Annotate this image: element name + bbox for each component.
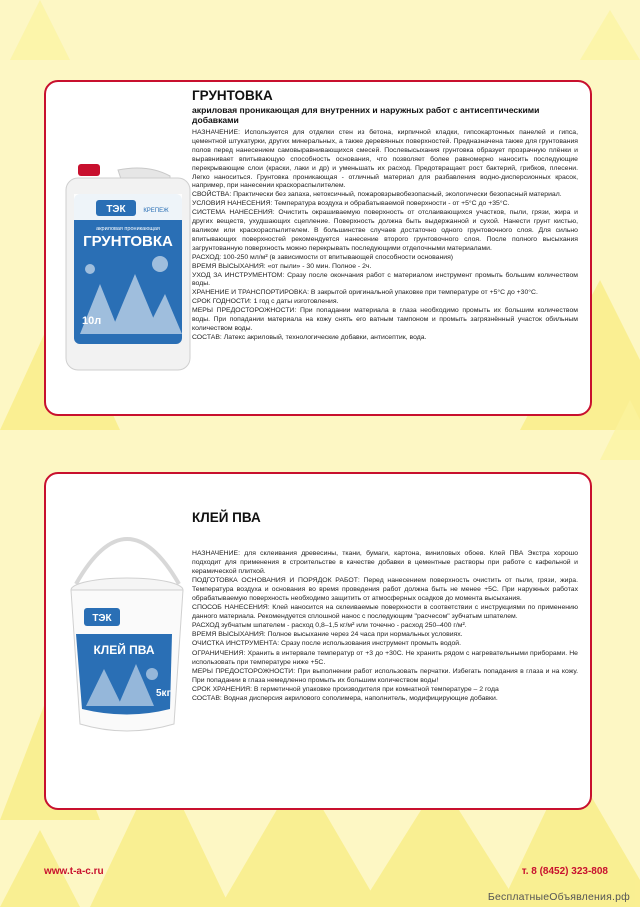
glue-consumption: РАСХОД зубчатым шпателем - расход 0,8–1,5 кг/м² или точечно - расход 250–400 г/м². — [192, 622, 467, 630]
glue-title: КЛЕЙ ПВА — [192, 510, 261, 525]
glue-bucket-image — [60, 524, 195, 744]
glue-tool-cleaning: ОЧИСТКА ИНСТРУМЕНТА: Сразу после использования инструмент промыть водой. — [192, 640, 461, 648]
glue-label-weight: 5кг — [156, 688, 171, 699]
primer-drying: ВРЕМЯ ВЫСЫХАНИЯ: «от пыли» - 30 мин. Полное - 2ч. — [192, 262, 372, 270]
glue-application: СПОСОБ НАНЕСЕНИЯ: Клей наносится на склеиваемые поверхности в соответствии с инструкциями по применению данного материала. Рекомендуется сплошной нанос с последующим "расчесом" зубчатым шпателем. — [192, 604, 578, 621]
primer-card — [44, 80, 592, 416]
canister-icon — [60, 164, 195, 374]
glue-label-product: КЛЕЙ ПВА — [93, 643, 155, 657]
glue-preparation: ПОДГОТОВКА ОСНОВАНИЯ И ПОРЯДОК РАБОТ: Перед нанесением поверхность очистить от пыли, грязи, жира. Температура воздуха и основания во время проведения работ должна быть не менее +5С. При наружных работах обрабатываемую поверхность необходимо защитить от атмосферных осадков до момента высыхания. — [192, 577, 578, 603]
primer-precautions: МЕРЫ ПРЕДОСТОРОЖНОСТИ: При попадании материала в глаза необходимо промыть их большим количеством воды. При попадании материала на кожу снять его ватным тампоном и промыть загрязнённый участок обильным количеством воды. — [192, 307, 578, 332]
glue-limitations: ОГРАНИЧЕНИЯ: Хранить в интервале температур от +3 до +30С. Не хранить рядом с нагревательными приборами. Не использовать при температуре ниже +5С. — [192, 649, 578, 666]
footer-website[interactable]: www.t-a-c.ru — [44, 866, 104, 877]
glue-composition: СОСТАВ: Водная дисперсия акрилового сополимера, наполнитель, модифицирующие добавки. — [192, 694, 498, 702]
primer-label-line: акриловая проникающая — [96, 226, 160, 232]
glue-storage: СРОК ХРАНЕНИЯ: В герметичной упаковке производителя при комнатной температуре – 2 года — [192, 685, 499, 693]
primer-label-volume: 10л — [82, 315, 102, 327]
primer-shelf-life: СРОК ГОДНОСТИ: 1 год с даты изготовления. — [192, 298, 339, 306]
primer-composition: СОСТАВ: Латекс акриловый, технологические добавки, антисептик, вода. — [192, 333, 427, 341]
primer-system: СИСТЕМА НАНЕСЕНИЯ: Очистить окрашиваемую поверхность от отслаивающихся участков, пыли, грязи, жира и других веществ, ухудшающих сцепление. Поверхность должна быть выдержанной и сухой. Нанести грунт кистью, валиком или краскораспылителем. В большинстве случаев достаточно одного грунтовочного слоя. Для сильно впитывающих поверхностей рекомендуется нанесение второго грунтовочного слоя. После полного высыхания загрунтованную поверхность можно перекрывать последующими отделочными материалами. — [192, 209, 578, 252]
primer-tool-care: УХОД ЗА ИНСТРУМЕНТОМ: Сразу после окончания работ с материалом инструмент промыть большим количеством воды. — [192, 271, 578, 288]
primer-label-brand-sub: КРЕПЕЖ — [143, 208, 169, 214]
primer-label-product: ГРУНТОВКА — [83, 233, 173, 250]
bucket-icon — [60, 524, 195, 744]
primer-purpose: НАЗНАЧЕНИЕ: Используется для отделки стен из бетона, кирпичной кладки, гипсокартонных панелей и гипса, цементной штукатурки, других минеральных, а также деревянных поверхностей. Предназначена также для грунтования полов перед нанесением самовыравнивающихся смесей. Послевысыхания грунтовка образует прозрачную плёнки и выравнивает впитывающую способность основания, что позволяет более равномерно наносить последующие перекрывающие слои (краски, лаки и др) и уменьшать их расход. Предотвращает рост бактерий, грибков, плесени. Легко наноситься. Грунтовка проникающая - отличный материал для разбавления водно-дисперсионных красок, например, при нанесении краскораспылителем. — [192, 129, 578, 190]
primer-subtitle: акриловая проникающая для внутренних и наружных работ с антисептическими добавками — [192, 105, 540, 125]
glue-purpose: НАЗНАЧЕНИЕ: для склеивания древесины, ткани, бумаги, картона, виниловых обоев. Клей ПВА Экстра хорошо подходит для применения в строительстве в качестве добавки в цементные растворы при работе с кафельной и керамической плиткой. — [192, 550, 578, 576]
glue-precautions: МЕРЫ ПРЕДОСТОРОЖНОСТИ: При выполнении работ использовать перчатки. Избегать попадания в глаза и на кожу. При попадании в глаза немедленно промыть их большим количеством воды! — [192, 667, 578, 684]
glue-drying: ВРЕМЯ ВЫСЫХАНИЯ: Полное высыхание через 24 часа при нормальных условиях. — [192, 631, 463, 639]
glue-card — [44, 472, 592, 810]
primer-consumption: РАСХОД: 100-250 мл/м² (в зависимости от впитывающей способности основания) — [192, 253, 454, 261]
primer-title: ГРУНТОВКА — [192, 88, 273, 103]
primer-properties: СВОЙСТВА: Практически без запаха, нетоксичный, пожаровзрывобезопасный, экологически безопасный материал. — [192, 191, 562, 199]
primer-storage: ХРАНЕНИЕ И ТРАНСПОРТИРОВКА: В закрытой оригинальной упаковке при температуре от +5°С до +30°С. — [192, 289, 538, 297]
footer-phone: т. 8 (8452) 323-808 — [521, 866, 608, 877]
glue-label-brand: ТЭК — [92, 613, 112, 624]
primer-label-brand: ТЭК — [106, 204, 126, 215]
primer-conditions: УСЛОВИЯ НАНЕСЕНИЯ: Температура воздуха и обрабатываемой поверхности - от +5°С до +35°С. — [192, 200, 510, 208]
primer-canister-image — [60, 164, 195, 374]
watermark: БесплатныеОбъявления.рф — [487, 891, 630, 903]
